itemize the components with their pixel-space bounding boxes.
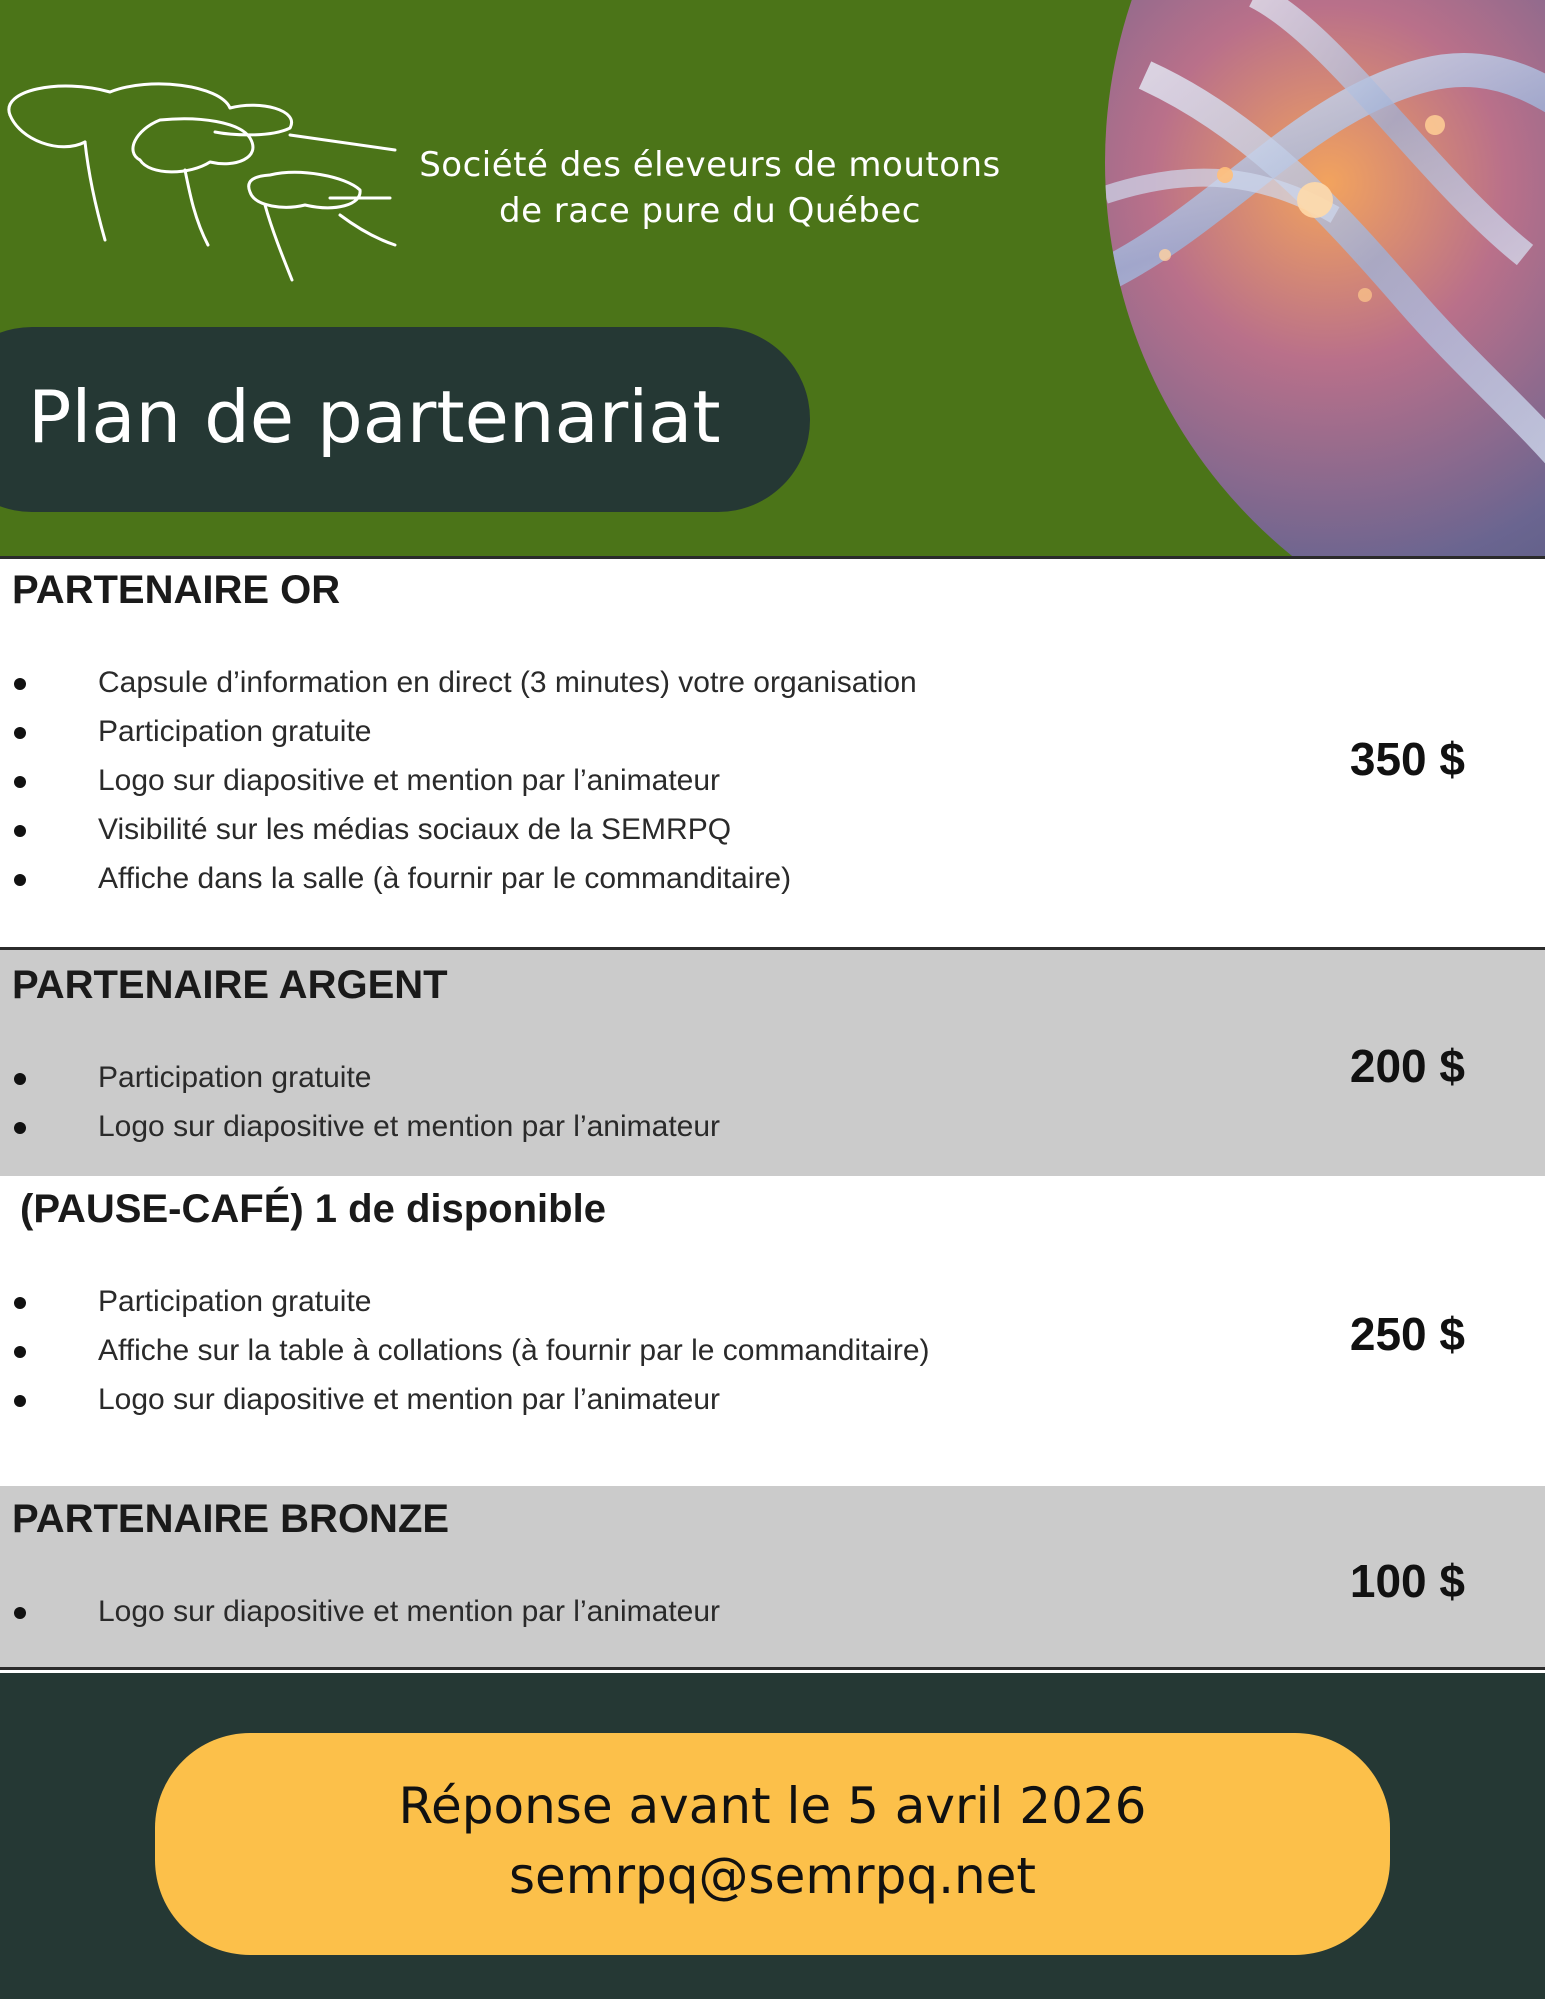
response-button[interactable] [155, 1733, 1390, 1955]
bullet-icon [14, 727, 26, 739]
section-bronze-price: 100 $ [1349, 1555, 1465, 1607]
bullet-icon [14, 825, 26, 837]
section-argent-list [0, 1053, 720, 1151]
bullet-icon [14, 776, 26, 788]
list-item: Capsule d’information en direct (3 minutes) votre organisation [0, 658, 917, 707]
section-pause-cafe-list [0, 1277, 930, 1424]
section-bronze-list [0, 1587, 720, 1636]
deadline-text: Réponse avant le 5 avril 2026 [398, 1777, 1147, 1835]
section-bronze-title: PARTENAIRE BRONZE [12, 1497, 450, 1541]
bullet-icon [14, 1122, 26, 1134]
list-item: Affiche dans la salle (à fournir par le commanditaire) [0, 854, 917, 903]
list-item: Logo sur diapositive et mention par l’animateur [0, 1102, 720, 1151]
organization-name [395, 142, 1025, 234]
list-item: Logo sur diapositive et mention par l’animateur [0, 1375, 930, 1424]
list-item: Logo sur diapositive et mention par l’animateur [0, 1587, 720, 1636]
list-item: Participation gratuite [0, 707, 917, 756]
organization-name-line1: Société des éleveurs de moutons [419, 145, 1001, 185]
bullet-icon [14, 1607, 26, 1619]
list-item: Participation gratuite [0, 1277, 930, 1326]
email-link[interactable]: semrpq@semrpq.net [508, 1847, 1037, 1905]
bullet-icon [14, 1395, 26, 1407]
list-item: Logo sur diapositive et mention par l’animateur [0, 756, 917, 805]
page-title: Plan de partenariat [28, 375, 721, 459]
section-or-price: 350 $ [1349, 733, 1465, 785]
section-pause-cafe-price: 250 $ [1349, 1308, 1465, 1360]
divider [0, 1667, 1545, 1670]
bullet-icon [14, 1297, 26, 1309]
bullet-icon [14, 1073, 26, 1085]
list-item: Participation gratuite [0, 1053, 720, 1102]
list-item: Visibilité sur les médias sociaux de la SEMRPQ [0, 805, 917, 854]
organization-name-line2: de race pure du Québec [499, 191, 921, 231]
section-pause-cafe-title: (PAUSE-CAFÉ) 1 de disponible [20, 1187, 606, 1231]
bullet-icon [14, 874, 26, 886]
sheep-logo-icon [0, 80, 400, 290]
bullet-icon [14, 1346, 26, 1358]
bullet-icon [14, 678, 26, 690]
section-argent-title: PARTENAIRE ARGENT [12, 963, 448, 1007]
section-argent-price: 200 $ [1349, 1040, 1465, 1092]
list-item: Affiche sur la table à collations (à fournir par le commanditaire) [0, 1326, 930, 1375]
section-or-list [0, 658, 917, 903]
section-or-title: PARTENAIRE OR [12, 568, 341, 612]
